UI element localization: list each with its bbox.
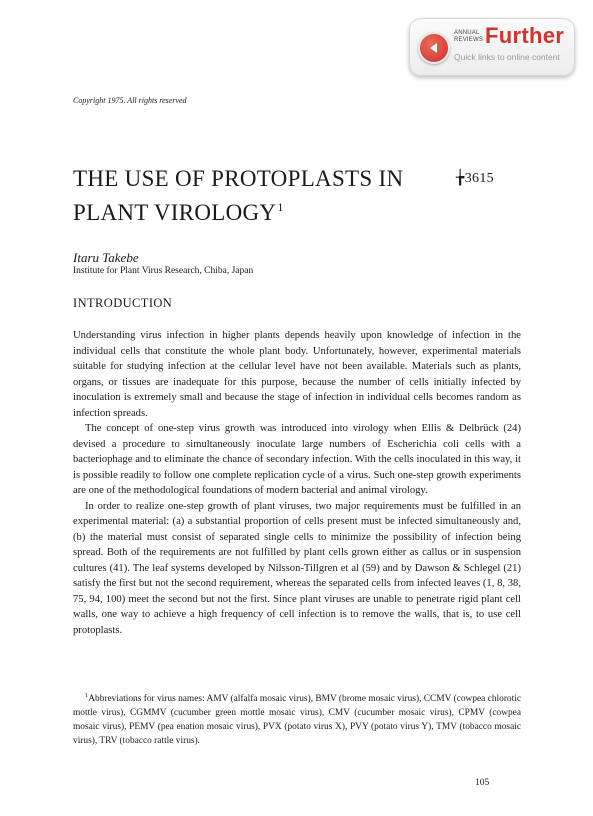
copyright-notice: Copyright 1975. All rights reserved [73,96,187,105]
article-number: ╆3615 [456,171,494,186]
title-line-2: PLANT VIROLOGY [73,200,277,225]
author-name: Itaru Takebe [73,250,139,265]
annual-reviews-further-button[interactable] [409,18,575,76]
further-annual-label: ANNUAL [454,30,480,36]
body-text [73,328,521,638]
title-line-1: THE USE OF PROTOPLASTS IN [73,166,404,191]
footnote-mark: 1 [85,692,89,699]
paragraph-3: In order to realize one-step growth of plant viruses, two major requirements must be fulfilled in an experimental material: (a) a substantial proportion of cells present must be infected simultaneously and, (b) the material must consist of separated single cells to minimize the possibility of infection being spread. Both of the requirements are not fulfilled by plant cells grown either as callus or in suspension cultures (41). The leaf systems developed by Nilsson-Tillgren et al (59) and by Dawson & Schlegel (21) satisfy the first but not the second requirement, whereas the separated cells from infected leaves (1, 8, 38, 75, 94, 100) meet the second but not the first. Since plant viruses are unable to penetrate rigid plant cell walls, one way to achieve a high frequency of cell infection is to remove the walls, that is, to use cell protoplasts. [73,500,521,636]
paragraph-1: Understanding virus infection in higher plants depends heavily upon knowledge of infection in the individual cells that constitute the whole plant body. Unfortunately, however, experimental materials suitable for studying infection at the cellular level have not been available. Materials such as plants, organs, or tissues are inadequate for this purpose, because the number of cells initially infected by inoculation is extremely small and because the stage of infection in individual cells becomes random as infection spreads. [73,330,521,419]
further-wordmark: Further [485,23,565,48]
title-footnote-mark: 1 [277,200,284,214]
article-title [73,165,403,227]
play-arrow-icon [418,32,450,64]
paragraph-2: The concept of one-step virus growth was introduced into virology when Ellis & Delbrück (24) devised a procedure to simultaneously inoculate large numbers of Escherichia coli cells with a bacteriophage and to eliminate the chance of secondary infection. With the cells inoculated in this way, it is possible readily to follow one complete replication cycle of a virus. Such one-step growth experiments are one of the methodological foundations of modern bacterial and animal virology. [73,423,521,496]
page-number: 105 [475,778,490,788]
section-heading: INTRODUCTION [73,296,173,310]
further-reviews-label: REVIEWS [454,37,484,43]
footnote [73,689,521,748]
author-affiliation: Institute for Plant Virus Research, Chiba, Japan [73,266,254,276]
further-subtext: Quick links to online content [454,52,560,62]
footnote-text: Abbreviations for virus names: AMV (alfalfa mosaic virus), BMV (brome mosaic virus), CCMV (cowpea chlorotic mottle virus), CGMMV (cucumber green mottle mosaic virus), CMV (cucumber mosaic virus), CPMV (cowpea mosaic virus), PEMV (pea enation mosaic virus), PVX (potato virus X), PVY (potato virus Y), TMV (tobacco mosaic virus), TRV (tobacco rattle virus). [73,694,521,747]
